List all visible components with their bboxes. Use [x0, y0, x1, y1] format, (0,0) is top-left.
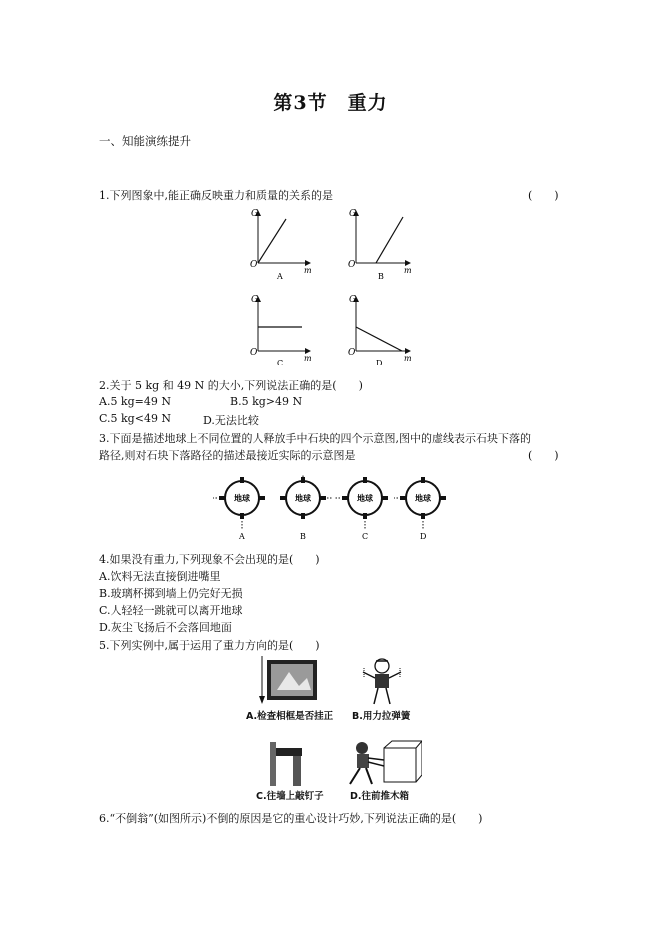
q3-diagram-a: [213, 477, 265, 541]
q3-a-label: A: [239, 532, 245, 541]
q1-d-origin: O: [348, 348, 356, 358]
q1-c-axis-y: G: [251, 295, 259, 305]
q1-graph-a: [250, 209, 312, 281]
q4-stem: 4.如果没有重力,下列现象不会出现的是( ): [99, 553, 320, 566]
q2-option-c: C.5 kg<49 N: [99, 412, 172, 425]
q4-option-c: C.人轻轻一跳就可以离开地球: [99, 604, 243, 617]
q1-c-label: C: [277, 359, 284, 365]
q5-caption-c: C.往墙上敲钉子: [256, 791, 324, 802]
q5-caption-d: D.往前推木箱: [350, 791, 409, 802]
q3-c-label: C: [362, 532, 369, 541]
q3-diagrams: [213, 475, 449, 543]
q2-option-d: D.无法比较: [203, 414, 259, 427]
q3-b-earth: 地球: [295, 493, 311, 503]
q1-c-axis-x: m: [304, 354, 312, 363]
q4-option-a: A.饮料无法直接倒进嘴里: [99, 570, 221, 583]
q3-stem-line1: 3.下面是描述地球上不同位置的人释放手中石块的四个示意图,图中的虚线表示石块下落的: [99, 432, 531, 445]
q3-b-label: B: [300, 532, 306, 541]
q3-diagram-c: [335, 477, 388, 541]
q1-b-origin: O: [348, 260, 356, 270]
q1-d-axis-x: m: [404, 354, 412, 363]
q1-graphs: [238, 205, 428, 365]
q4-option-b: B.玻璃杯掷到墙上仍完好无损: [99, 587, 243, 600]
q1-a-label: A: [277, 272, 283, 281]
page-title: 第3节 重力: [273, 92, 388, 114]
q3-answer-paren: ( ): [528, 449, 559, 462]
q4-option-d: D.灰尘飞扬后不会落回地面: [99, 621, 232, 634]
q3-d-label: D: [420, 532, 427, 541]
q1-d-label: D: [376, 359, 383, 365]
q3-stem-line2: 路径,则对石块下落路径的描述最接近实际的示意图是: [99, 449, 356, 462]
section-heading: 一、知能演练提升: [99, 134, 191, 148]
q2-option-a: A.5 kg=49 N: [99, 395, 171, 408]
q3-d-earth: 地球: [415, 493, 431, 503]
q1-d-axis-y: G: [349, 295, 357, 305]
q5-push-box-image: [342, 738, 422, 790]
q3-a-earth: 地球: [234, 493, 250, 503]
q2-stem: 2.关于 5 kg 和 49 N 的大小,下列说法正确的是( ): [99, 379, 363, 392]
q3-diagram-b: [280, 475, 333, 541]
q1-a-axis-x: m: [304, 266, 312, 275]
q1-b-axis-x: m: [404, 266, 412, 275]
q6-stem: 6.“不倒翁”(如图所示)不倒的原因是它的重心设计巧妙,下列说法正确的是( ): [99, 812, 483, 825]
q5-spring-person-image: [358, 656, 408, 708]
q5-caption-b: B.用力拉弹簧: [352, 711, 411, 722]
q2-option-b: B.5 kg>49 N: [230, 395, 303, 408]
q3-diagram-d: [394, 477, 446, 541]
q5-stem: 5.下列实例中,属于运用了重力方向的是( ): [99, 639, 320, 652]
q1-answer-paren: ( ): [528, 189, 559, 202]
q5-caption-a: A.检查相框是否挂正: [246, 711, 334, 722]
q1-graph-d: [348, 295, 412, 365]
q1-c-origin: O: [250, 348, 258, 358]
q1-b-axis-y: G: [349, 209, 357, 219]
q1-stem: 1.下列图象中,能正确反映重力和质量的关系的是: [99, 189, 333, 202]
q1-b-label: B: [378, 272, 384, 281]
q5-hammer-nail-image: [266, 742, 316, 790]
q1-a-axis-y: G: [251, 209, 259, 219]
q1-graph-b: [348, 209, 412, 281]
q1-a-origin: O: [250, 260, 258, 270]
q3-c-earth: 地球: [357, 493, 373, 503]
q1-graph-c: [250, 295, 312, 365]
